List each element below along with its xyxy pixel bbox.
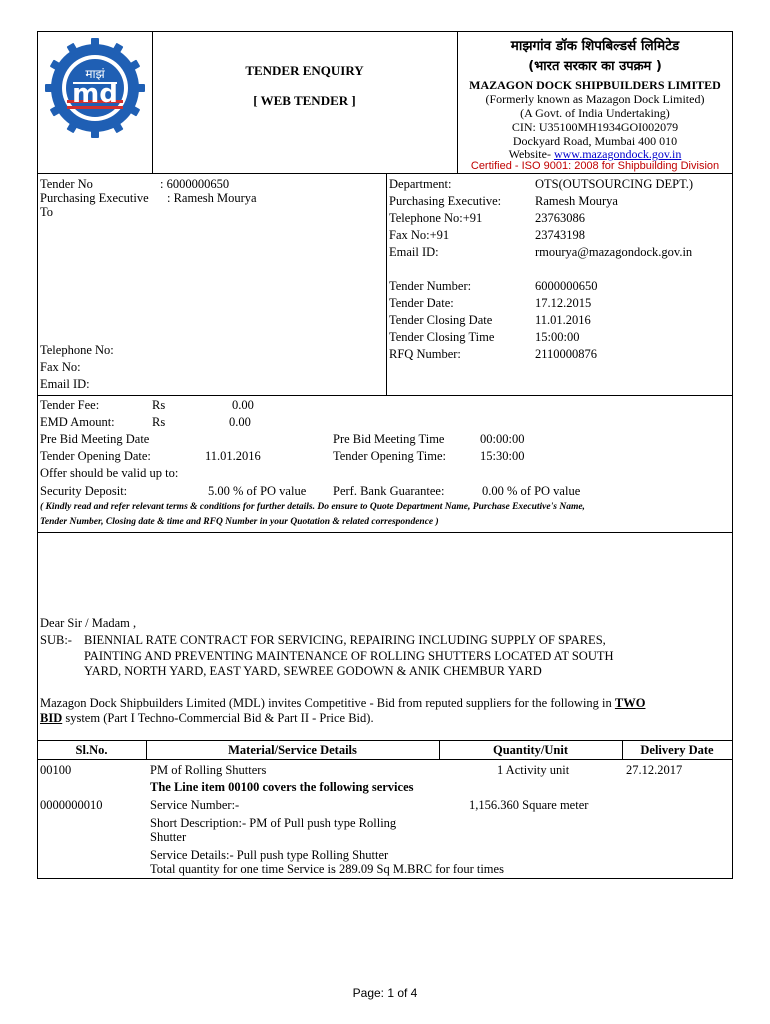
column-header-slno: Sl.No. (75, 743, 108, 757)
perf-guarantee-value: 0.00 % of PO value (482, 484, 581, 498)
total-quantity: Total quantity for one time Service is 289.09 Sq M.BRC for four times (150, 862, 504, 876)
right-telephone-label: Telephone No:+91 (389, 211, 483, 225)
two-bid-emphasis: TWO (614, 696, 646, 710)
right-email-value: rmourya@mazagondock.gov.in (535, 245, 693, 259)
email-label: Email ID: (40, 377, 90, 391)
intro-line-1: Mazagon Dock Shipbuilders Limited (MDL) invites Competitive - Bid from reputed suppliers for the following in TWO (40, 696, 646, 710)
govt-undertaking: (A Govt. of India Undertaking) (520, 106, 670, 120)
telephone-label: Telephone No: (40, 343, 114, 357)
to-label: To (40, 205, 54, 219)
website-link[interactable]: www.mazagondock.gov.in (553, 147, 682, 161)
company-address: Dockyard Road, Mumbai 400 010 (512, 134, 678, 148)
subject-line-1: BIENNIAL RATE CONTRACT FOR SERVICING, REPAIRING INCLUDING SUPPLY OF SPARES, (84, 633, 606, 647)
row1-quantity: 1 Activity unit (497, 763, 570, 777)
document-subtitle: [ WEB TENDER ] (253, 93, 356, 108)
fax-label: Fax No: (40, 360, 81, 374)
svg-text:माझं: माझं (85, 67, 105, 81)
tender-fee-currency: Rs (152, 398, 166, 412)
right-purchasing-executive-value: Ramesh Mourya (535, 194, 618, 208)
opening-time-label: Tender Opening Time: (333, 449, 447, 463)
certification-note: Certified - ISO 9001: 2008 for Shipbuilding Division (470, 160, 720, 172)
offer-valid-label: Offer should be valid up to: (40, 466, 179, 480)
emd-label: EMD Amount: (40, 415, 115, 429)
row2-slno: 0000000010 (40, 798, 103, 812)
salutation: Dear Sir / Madam , (40, 616, 137, 630)
column-header-quantity: Quantity/Unit (492, 743, 568, 757)
prebid-time-label: Pre Bid Meeting Time (333, 432, 445, 446)
security-deposit-label: Security Deposit: (40, 484, 128, 498)
rfq-value: 2110000876 (535, 347, 598, 361)
opening-date-value: 11.01.2016 (205, 449, 261, 463)
row1-slno: 00100 (40, 763, 72, 777)
note-line-2: Tender Number, Closing date & time and RFQ Number in your Quotation & related correspondence ) (40, 517, 439, 527)
closing-date-label: Tender Closing Date (389, 313, 493, 327)
closing-time-value: 15:00:00 (535, 330, 580, 344)
opening-time-value: 15:30:00 (480, 449, 525, 463)
right-fax-value: 23743198 (535, 228, 585, 242)
emd-value: 0.00 (229, 415, 251, 429)
right-email-label: Email ID: (389, 245, 439, 259)
right-fax-label: Fax No:+91 (389, 228, 450, 242)
line-item-covers: The Line item 00100 covers the following services (150, 780, 414, 794)
tender-no-label: Tender No (40, 177, 93, 191)
prebid-time-value: 00:00:00 (480, 432, 525, 446)
short-description-line-1: Short Description:- PM of Pull push type Rolling (150, 816, 397, 830)
tender-no-value: : 6000000650 (160, 177, 230, 191)
rfq-label: RFQ Number: (389, 347, 461, 361)
note-line-1: ( Kindly read and refer relevant terms & conditions for further details. Do ensure to Quote Department Name, Purchase Executive's Name, (40, 502, 585, 512)
short-description-line-2: Shutter (150, 830, 187, 844)
bid-emphasis: BID (40, 711, 63, 725)
tender-fee-value: 0.00 (232, 398, 254, 412)
service-number: Service Number:- (150, 798, 240, 812)
subject-line-2: PAINTING AND PREVENTING MAINTENANCE OF ROLLING SHUTTERS LOCATED AT SOUTH (84, 649, 614, 663)
column-header-delivery: Delivery Date (640, 743, 714, 757)
column-header-material: Material/Service Details (228, 743, 357, 757)
govt-undertaking-hindi: (भारत सरकार का उपक्रम ) (528, 59, 662, 74)
department-label: Department: (389, 177, 452, 191)
formerly-known: (Formerly known as Mazagon Dock Limited) (485, 92, 705, 106)
prebid-date-label: Pre Bid Meeting Date (40, 432, 150, 446)
closing-date-value: 11.01.2016 (535, 313, 591, 327)
cin-number: CIN: U35100MH1934GOI002079 (511, 120, 679, 134)
tender-fee-label: Tender Fee: (40, 398, 100, 412)
purchasing-executive-value: : Ramesh Mourya (167, 191, 257, 205)
tender-date-value: 17.12.2015 (535, 296, 592, 310)
right-telephone-value: 23763086 (535, 211, 585, 225)
emd-currency: Rs (152, 415, 166, 429)
document-title: TENDER ENQUIRY (245, 63, 364, 78)
tender-number-label: Tender Number: (389, 279, 472, 293)
row1-delivery-date: 27.12.2017 (626, 763, 683, 777)
company-name-hindi: माझगांव डॉक शिपबिल्डर्स लिमिटेड (510, 38, 680, 54)
company-name: MAZAGON DOCK SHIPBUILDERS LIMITED (469, 78, 721, 92)
closing-time-label: Tender Closing Time (389, 330, 495, 344)
row2-quantity: 1,156.360 Square meter (469, 798, 589, 812)
website-line: Website- www.mazagondock.gov.in (508, 147, 682, 161)
department-value: OTS(OUTSOURCING DEPT.) (535, 177, 694, 191)
opening-date-label: Tender Opening Date: (40, 449, 151, 463)
purchasing-executive-label: Purchasing Executive (40, 191, 149, 205)
subject-line-3: YARD, NORTH YARD, EAST YARD, SEWREE GODOWN & ANIK CHEMBUR YARD (84, 664, 542, 678)
subject-label: SUB:- (40, 633, 72, 647)
service-details: Service Details:- Pull push type Rolling Shutter (150, 848, 389, 862)
tender-date-label: Tender Date: (389, 296, 454, 310)
right-purchasing-executive-label: Purchasing Executive: (389, 194, 502, 208)
svg-text:md: md (72, 79, 118, 109)
row1-material: PM of Rolling Shutters (150, 763, 267, 777)
intro-line-2: BID system (Part I Techno-Commercial Bid & Part II - Price Bid). (40, 711, 374, 725)
security-deposit-value: 5.00 % of PO value (208, 484, 307, 498)
perf-guarantee-label: Perf. Bank Guarantee: (333, 484, 445, 498)
company-logo (43, 36, 147, 140)
tender-number-value: 6000000650 (535, 279, 598, 293)
page-number: Page: 1 of 4 (352, 986, 418, 1000)
